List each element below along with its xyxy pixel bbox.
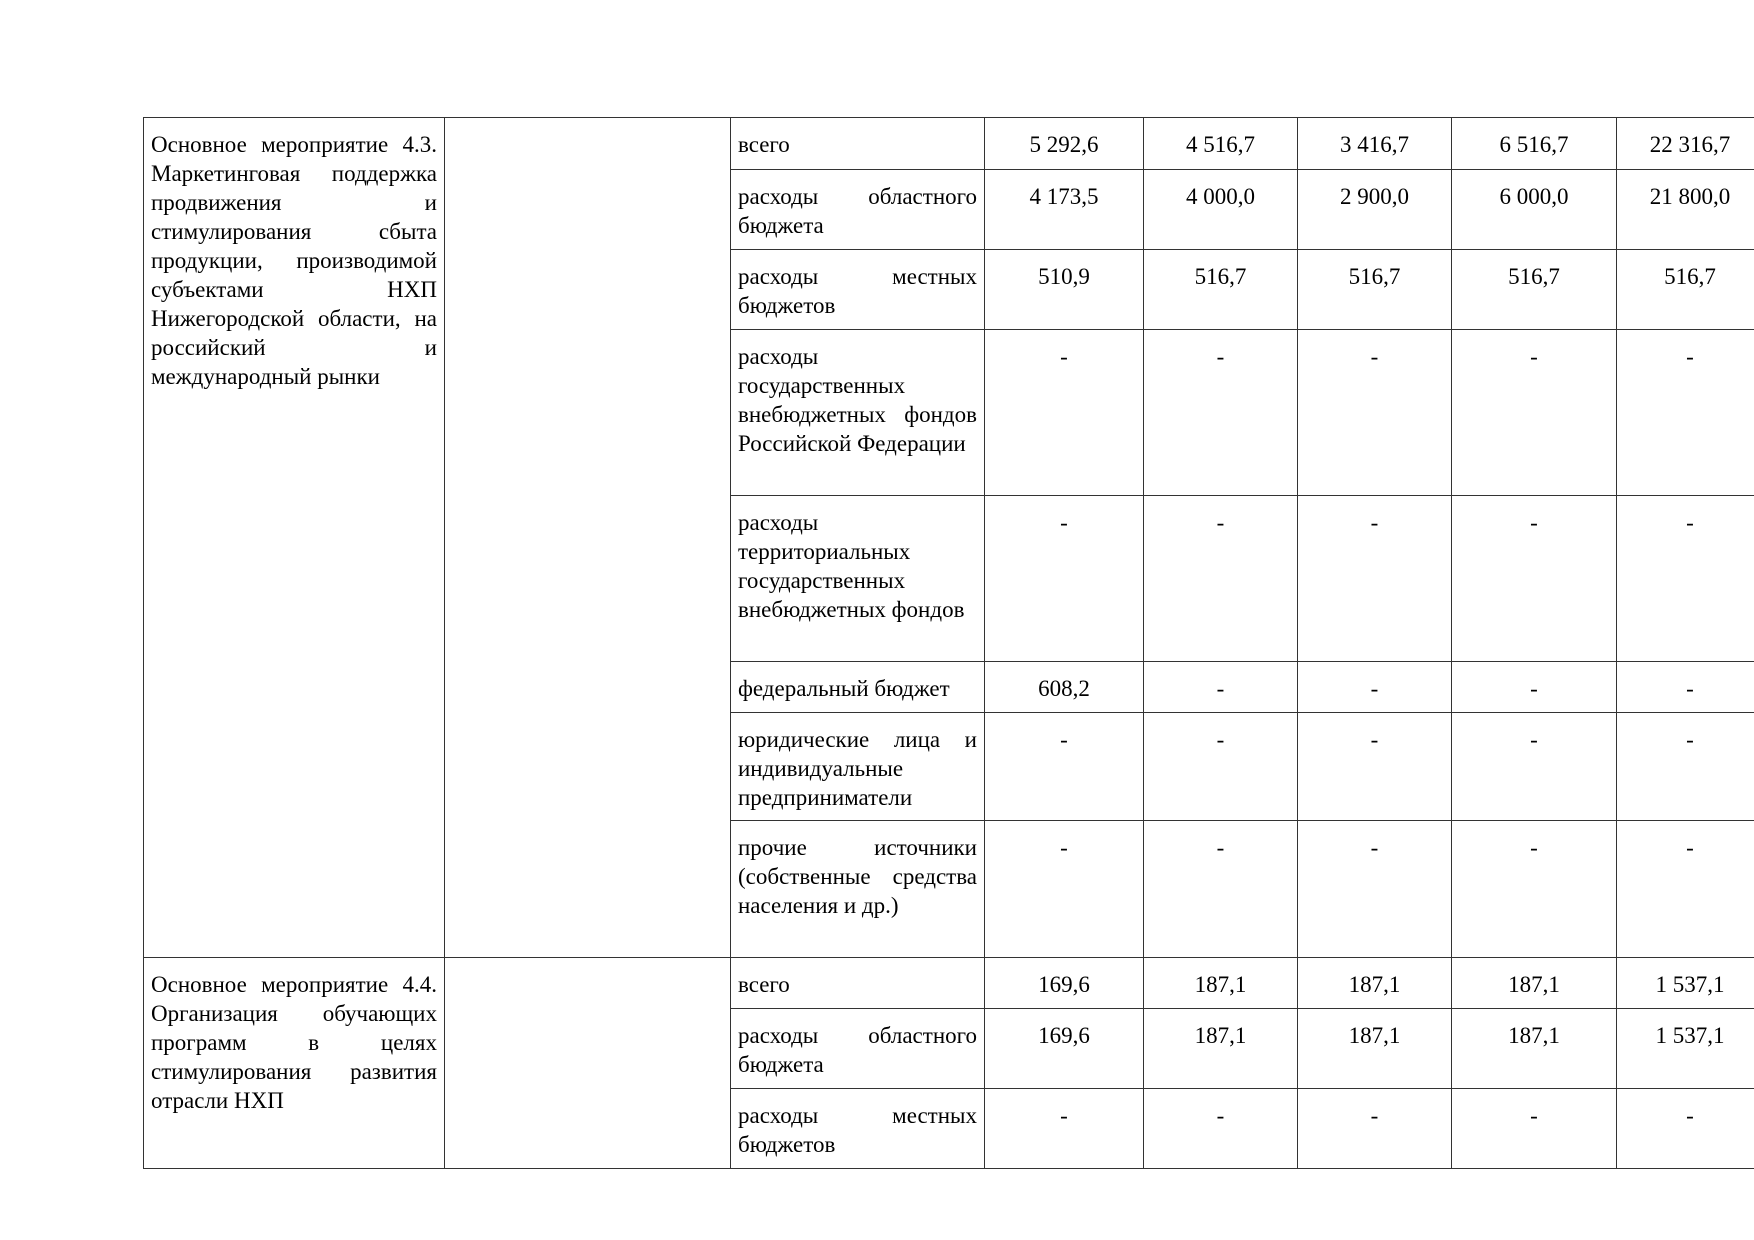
value-cell: -: [1452, 496, 1617, 662]
table-row: [144, 118, 1754, 170]
value-cell: -: [1617, 713, 1754, 821]
value-cell: 516,7: [1617, 250, 1754, 330]
value-cell: -: [1452, 330, 1617, 496]
executor-cell: [445, 958, 731, 1169]
value-cell: 187,1: [1144, 1009, 1298, 1089]
funding-source: прочие источники (собственные средства населения и др.): [731, 821, 985, 958]
value-cell: 4 000,0: [1144, 170, 1298, 250]
value-cell: 187,1: [1144, 958, 1298, 1009]
value-cell: 187,1: [1452, 1009, 1617, 1089]
value-cell: -: [1144, 713, 1298, 821]
value-cell: -: [1144, 330, 1298, 496]
value-cell: 6 000,0: [1452, 170, 1617, 250]
value-cell: 5 292,6: [985, 118, 1144, 170]
value-cell: 516,7: [1452, 250, 1617, 330]
funding-source: всего: [731, 118, 985, 170]
value-cell: 187,1: [1298, 1009, 1452, 1089]
value-cell: -: [985, 496, 1144, 662]
funding-source: расходы областного бюджета: [731, 170, 985, 250]
value-cell: -: [1617, 821, 1754, 958]
value-cell: -: [1452, 1089, 1617, 1169]
value-cell: -: [1617, 662, 1754, 713]
value-cell: 2 900,0: [1298, 170, 1452, 250]
value-cell: -: [985, 713, 1144, 821]
value-cell: -: [1452, 821, 1617, 958]
value-cell: 1 537,1: [1617, 1009, 1754, 1089]
funding-source: расходы местных бюджетов: [731, 1089, 985, 1169]
value-cell: -: [1617, 496, 1754, 662]
value-cell: -: [1144, 662, 1298, 713]
value-cell: -: [1298, 821, 1452, 958]
measure-title: Основное мероприятие 4.4. Организация обучающих программ в целях стимулирования развития отрасли НХП: [144, 958, 445, 1169]
funding-source: федеральный бюджет: [731, 662, 985, 713]
value-cell: 3 416,7: [1298, 118, 1452, 170]
funding-source: всего: [731, 958, 985, 1009]
value-cell: -: [1144, 821, 1298, 958]
value-cell: -: [985, 330, 1144, 496]
value-cell: -: [1298, 496, 1452, 662]
value-cell: 22 316,7: [1617, 118, 1754, 170]
budget-table: [143, 117, 1754, 1169]
value-cell: -: [1452, 713, 1617, 821]
value-cell: 4 516,7: [1144, 118, 1298, 170]
value-cell: 608,2: [985, 662, 1144, 713]
value-cell: -: [1452, 662, 1617, 713]
value-cell: -: [985, 821, 1144, 958]
value-cell: 516,7: [1144, 250, 1298, 330]
value-cell: 510,9: [985, 250, 1144, 330]
value-cell: -: [1298, 330, 1452, 496]
funding-source: расходы государственных внебюджетных фондов Российской Федерации: [731, 330, 985, 496]
value-cell: -: [1298, 1089, 1452, 1169]
value-cell: -: [1298, 713, 1452, 821]
value-cell: 187,1: [1298, 958, 1452, 1009]
value-cell: -: [1298, 662, 1452, 713]
value-cell: 6 516,7: [1452, 118, 1617, 170]
value-cell: 169,6: [985, 958, 1144, 1009]
value-cell: -: [1617, 330, 1754, 496]
measure-title: Основное мероприятие 4.3. Маркетинговая поддержка продвижения и стимулирования сбыта продукции, производимой субъектами НХП Нижегородской области, на российский и международный рынки: [144, 118, 445, 958]
value-cell: -: [985, 1089, 1144, 1169]
value-cell: 169,6: [985, 1009, 1144, 1089]
executor-cell: [445, 118, 731, 958]
value-cell: 1 537,1: [1617, 958, 1754, 1009]
funding-source: юридические лица и индивидуальные предприниматели: [731, 713, 985, 821]
value-cell: -: [1144, 1089, 1298, 1169]
funding-source: расходы областного бюджета: [731, 1009, 985, 1089]
value-cell: -: [1617, 1089, 1754, 1169]
funding-source: расходы местных бюджетов: [731, 250, 985, 330]
value-cell: -: [1144, 496, 1298, 662]
funding-source: расходы территориальных государственных внебюджетных фондов: [731, 496, 985, 662]
value-cell: 516,7: [1298, 250, 1452, 330]
value-cell: 21 800,0: [1617, 170, 1754, 250]
value-cell: 4 173,5: [985, 170, 1144, 250]
table-row: [144, 958, 1754, 1009]
value-cell: 187,1: [1452, 958, 1617, 1009]
